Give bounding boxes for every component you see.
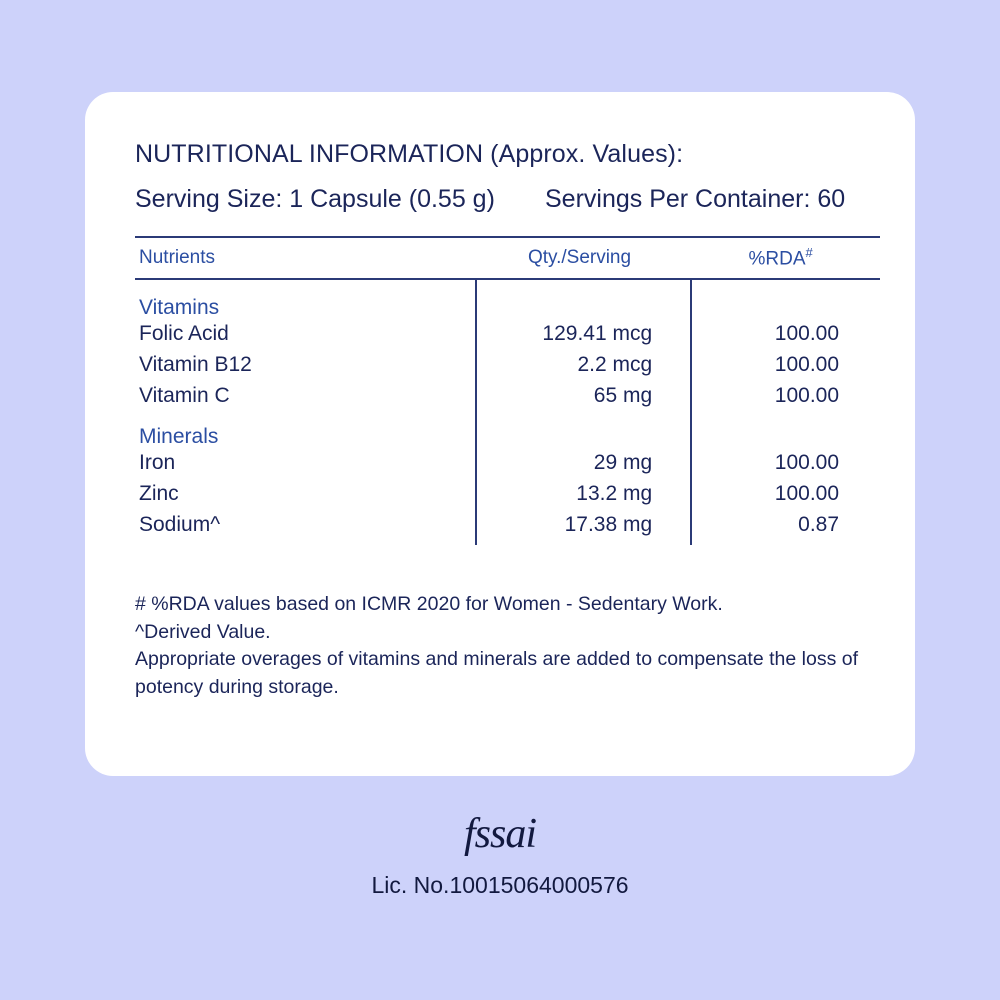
cell-nutrient: Vitamin B12 — [139, 353, 252, 376]
cell-nutrient: Vitamin C — [139, 384, 230, 407]
footer — [0, 810, 1000, 899]
cell-nutrient: Sodium^ — [139, 513, 221, 536]
footnote-overages: Appropriate overages of vitamins and minerals are added to compensate the loss of potency during storage. — [135, 648, 858, 699]
table-row — [135, 322, 875, 353]
cell-rda: 100.00 — [774, 384, 840, 407]
group-label-vitamins: Vitamins — [139, 296, 220, 319]
cell-rda: 100.00 — [774, 482, 840, 505]
nutrition-table — [135, 236, 875, 561]
fssai-license-number: Lic. No.10015064000576 — [371, 872, 629, 898]
table-row — [135, 451, 875, 482]
cell-qty: 13.2 mg — [576, 482, 653, 505]
cell-rda: 100.00 — [774, 353, 840, 376]
cell-nutrient: Zinc — [139, 482, 179, 505]
table-divider-2 — [690, 280, 692, 545]
cell-qty: 2.2 mcg — [577, 353, 653, 376]
header-rda-footnote-marker: # — [805, 245, 813, 261]
table-header-row — [135, 238, 875, 278]
table-row — [135, 482, 875, 513]
cell-rda: 100.00 — [774, 322, 840, 345]
page-title: NUTRITIONAL INFORMATION (Approx. Values): — [135, 140, 684, 168]
header-rda-text: %RDA — [748, 248, 806, 270]
footnote-derived-value: ^Derived Value. — [135, 620, 271, 643]
cell-qty: 129.41 mcg — [542, 322, 653, 345]
table-divider-1 — [475, 280, 477, 545]
header-qty-per-serving: Qty./Serving — [527, 247, 632, 268]
table-row — [135, 384, 875, 415]
cell-nutrient: Iron — [139, 451, 176, 474]
nutrition-card — [85, 92, 915, 776]
footnote-rda: # %RDA values based on ICMR 2020 for Women - Sedentary Work. — [135, 593, 723, 615]
cell-qty: 65 mg — [593, 384, 653, 407]
footnotes — [135, 591, 895, 702]
servings-per-container-text: Servings Per Container: 60 — [545, 185, 846, 213]
cell-qty: 29 mg — [593, 451, 653, 474]
nutrition-card-content — [135, 140, 875, 702]
group-label-minerals: Minerals — [139, 425, 219, 448]
cell-qty: 17.38 mg — [564, 513, 653, 536]
header-rda — [686, 245, 875, 270]
table-row — [135, 513, 875, 544]
cell-rda: 100.00 — [774, 451, 840, 474]
fssai-logo: fssai — [463, 811, 537, 857]
cell-nutrient: Folic Acid — [139, 322, 229, 345]
header-nutrients: Nutrients — [139, 247, 216, 268]
cell-rda: 0.87 — [798, 513, 840, 536]
table-row — [135, 353, 875, 384]
table-body — [135, 280, 875, 561]
serving-size-text: Serving Size: 1 Capsule (0.55 g) — [135, 185, 495, 213]
serving-info-row — [135, 185, 875, 214]
